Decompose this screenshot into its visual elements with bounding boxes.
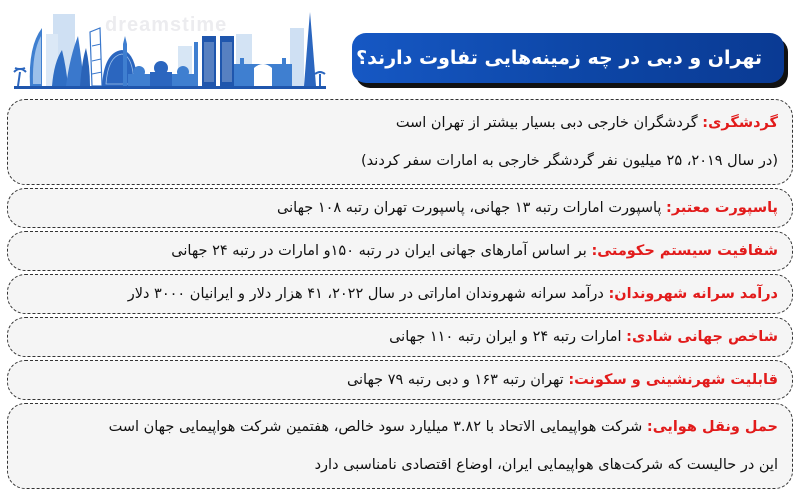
title-box: [352, 33, 784, 83]
row-happiness-index: [7, 317, 793, 357]
title-badge: [352, 33, 784, 83]
row-air-transport: [7, 403, 793, 489]
page-title: تهران و دبی در چه زمینه‌هایی تفاوت دارند؟: [356, 47, 762, 69]
row-label: درآمد سرانه شهروندان:: [608, 286, 778, 302]
row-label: شاخص جهانی شادی:: [626, 329, 778, 345]
row-text: بر اساس آمارهای جهانی ایران در رتبه ۱۵۰و امارات در رتبه ۲۴ جهانی: [171, 243, 592, 259]
row-text: گردشگران خارجی دبی بسیار بیشتر از تهران است: [395, 115, 703, 131]
row-label: حمل ونقل هوایی:: [646, 419, 778, 435]
row-line: [22, 327, 778, 347]
row-tourism: [7, 99, 793, 185]
watermark: dreamstime: [105, 14, 228, 36]
row-line: [22, 370, 778, 390]
row-line: [22, 417, 778, 437]
row-text: پاسپورت امارات رتبه ۱۳ جهانی، پاسپورت تهران رتبه ۱۰۸ جهانی: [277, 200, 667, 216]
comparison-list: [7, 99, 793, 492]
row-livability: [7, 360, 793, 400]
row-government-transparency: [7, 231, 793, 271]
row-label: گردشگری:: [702, 115, 778, 131]
row-line: [22, 284, 778, 304]
row-text: تهران رتبه ۱۶۳ و دبی رتبه ۷۹ جهانی: [346, 372, 569, 388]
row-text: امارات رتبه ۲۴ و ایران رتبه ۱۱۰ جهانی: [389, 329, 627, 345]
row-label: شفافیت سیستم حکومتی:: [591, 243, 778, 259]
row-line: [22, 198, 778, 218]
row-label: قابلیت شهرنشینی و سکونت:: [568, 372, 778, 388]
row-line: [22, 241, 778, 261]
row-label: پاسپورت معتبر:: [666, 200, 778, 216]
row-text: شرکت هواپیمایی الاتحاد با ۳.۸۲ میلیارد سود خالص، هفتمین شرکت هواپیمایی جهان است: [108, 419, 647, 435]
row-per-capita-income: [7, 274, 793, 314]
row-text: درآمد سرانه شهروندان اماراتی در سال ۲۰۲۲، ۴۱ هزار دلار و ایرانیان ۳۰۰۰ دلار: [127, 286, 609, 302]
row-passport: [7, 188, 793, 228]
row-extra: (در سال ۲۰۱۹، ۲۵ میلیون نفر گردشگر خارجی به امارات سفر کردند): [361, 153, 778, 169]
row-line: [22, 113, 778, 133]
row-extra: این در حالیست که شرکت‌های هواپیمایی ایران، اوضاع اقتصادی نامناسبی دارد: [314, 457, 778, 473]
